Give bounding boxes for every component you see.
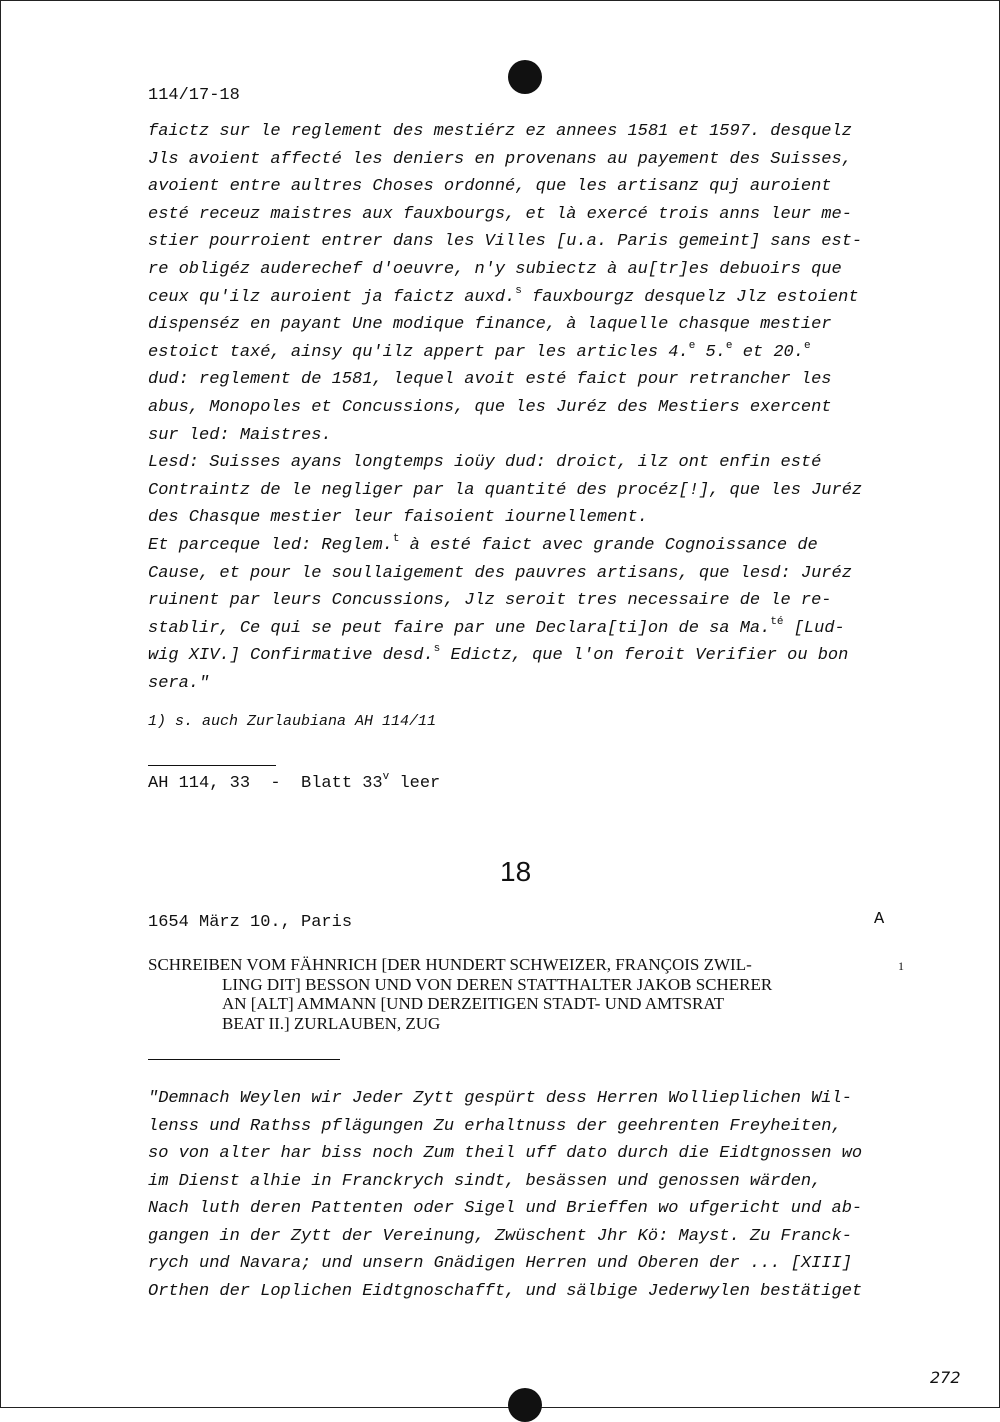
text-line <box>148 642 918 670</box>
text-line: abus, Monopoles et Concussions, que les Juréz des Mestiers exercent <box>148 397 832 417</box>
text-line <box>148 615 918 643</box>
heading-line: LING DIT] BESSON UND VON DEREN STATTHALTER JAKOB SCHERER <box>222 974 773 994</box>
superscript: e <box>803 339 811 352</box>
superscript: e <box>688 339 696 352</box>
text-line: Jls avoient affecté les deniers en provenans au payement des Suisses, <box>148 149 852 169</box>
footnote-marker: 1 <box>898 959 904 973</box>
superscript: té <box>770 615 784 628</box>
text-segment: Et parceque led: Reglem. <box>148 535 393 555</box>
document-number: 18 <box>500 856 532 887</box>
text-segment: Edictz, que l'on feroit Verifier ou bon <box>440 646 849 666</box>
text-segment: [Lud- <box>783 618 845 638</box>
date-place-line: 1654 März 10., Paris <box>148 913 353 932</box>
document-heading <box>148 955 908 1033</box>
text-line: Orthen der Loplichen Eidtgnoschafft, und sälbige Jederwylen bestätiget <box>148 1281 863 1301</box>
binding-hole-bottom <box>508 1388 542 1422</box>
divider-rule <box>148 765 276 766</box>
text-line: sur led: Maistres. <box>148 425 332 445</box>
text-line <box>148 532 918 560</box>
page-number: 272 <box>930 1368 961 1387</box>
text-line: so von alter har biss noch Zum theil uff dato durch die Eidtgnossen wo <box>148 1144 863 1163</box>
text-line <box>148 284 918 312</box>
superscript: v <box>382 771 390 783</box>
binding-hole-top <box>508 60 542 94</box>
divider-rule <box>148 1059 340 1060</box>
superscript: s <box>515 284 522 297</box>
text-line: Nach luth deren Pattenten oder Sigel und Brieffen wo ufgericht und ab- <box>148 1199 863 1218</box>
document-reference: 114/17-18 <box>148 86 240 105</box>
text-line: Cause, et pour le soullaigement des pauvres artisans, que lesd: Juréz <box>148 563 852 583</box>
version-letter: A <box>874 910 885 929</box>
text-segment: wig XIV.] Confirmative desd. <box>148 646 434 666</box>
text-segment: à esté faict avec grande Cognoissance de <box>399 535 818 555</box>
text-segment: leer <box>389 774 441 793</box>
text-segment: estoict taxé, ainsy qu'ilz appert par les articles 4. <box>148 342 689 362</box>
text-line: stier pourroient entrer dans les Villes [u.a. Paris gemeint] sans est- <box>148 232 863 252</box>
text-line: im Dienst alhie in Franckrych sindt, besässen und genossen wärden, <box>148 1171 822 1191</box>
text-line: faictz sur le reglement des mestiérz ez annees 1581 et 1597. desquelz <box>148 122 852 141</box>
text-line: dud: reglement de 1581, lequel avoit esté faict pour retrancher les <box>148 370 832 390</box>
second-section <box>148 1085 918 1305</box>
text-segment: et 20. <box>732 342 804 362</box>
text-line <box>148 339 918 367</box>
text-line: re obligéz auderechef d'oeuvre, n'y subiectz à au[tr]es debuoirs que <box>148 259 842 279</box>
text-segment: ceux qu'ilz auroient ja faictz auxd. <box>148 287 516 307</box>
text-line: ruinent par leurs Concussions, Jlz seroit tres necessaire de le re- <box>148 591 832 611</box>
heading-line: BEAT II.] ZURLAUBEN, ZUG <box>222 1013 441 1033</box>
heading-line: AN [ALT] AMMANN [UND DERZEITIGEN STADT- UND AMTSRAT <box>222 994 725 1013</box>
text-segment: fauxbourgz desquelz Jlz estoient <box>521 287 859 307</box>
sheet-note <box>148 771 441 793</box>
text-segment: 5. <box>695 342 726 362</box>
text-line: lenss und Rathss pflägungen Zu erhaltnuss der geehrenten Freyheiten, <box>148 1116 842 1136</box>
text-line: Lesd: Suisses ayans longtemps ioüy dud: droict, ilz ont enfin esté <box>148 453 822 473</box>
text-line: gangen in der Zytt der Vereinung, Zwüschent Jhr Kö: Mayst. Zu Franck- <box>148 1226 852 1246</box>
heading-line: SCHREIBEN VOM FÄHNRICH [DER HUNDERT SCHWEIZER, FRANÇOIS ZWIL- <box>148 955 752 974</box>
text-segment: stablir, Ce qui se peut faire par une Declara[ti]on de sa Ma. <box>148 618 771 638</box>
text-line: des Chasque mestier leur faisoient iournellement. <box>148 508 648 528</box>
superscript: e <box>725 339 733 352</box>
superscript: t <box>392 532 400 545</box>
superscript: s <box>433 643 441 656</box>
text-line: esté receuz maistres aux fauxbourgs, et là exercé trois anns leur me- <box>148 204 852 224</box>
text-line: avoient entre aultres Choses ordonné, que les artisanz quj auroient <box>148 177 832 197</box>
footnote: 1) s. auch Zurlaubiana AH 114/11 <box>148 713 437 730</box>
text-line: Contraintz de le negliger par la quantité des procéz[!], que les Juréz <box>148 480 863 500</box>
text-line: sera." <box>148 673 210 693</box>
first-section <box>148 118 918 697</box>
text-line: "Demnach Weylen wir Jeder Zytt gespürt dess Herren Wollieplichen Wil- <box>148 1089 852 1108</box>
text-segment: AH 114, 33 - Blatt 33 <box>148 774 383 793</box>
text-line: dispenséz en payant Une modique finance, à laquelle chasque mestier <box>148 315 832 335</box>
text-line: rych und Navara; und unsern Gnädigen Herren und Oberen der ... [XIII] <box>148 1254 852 1273</box>
